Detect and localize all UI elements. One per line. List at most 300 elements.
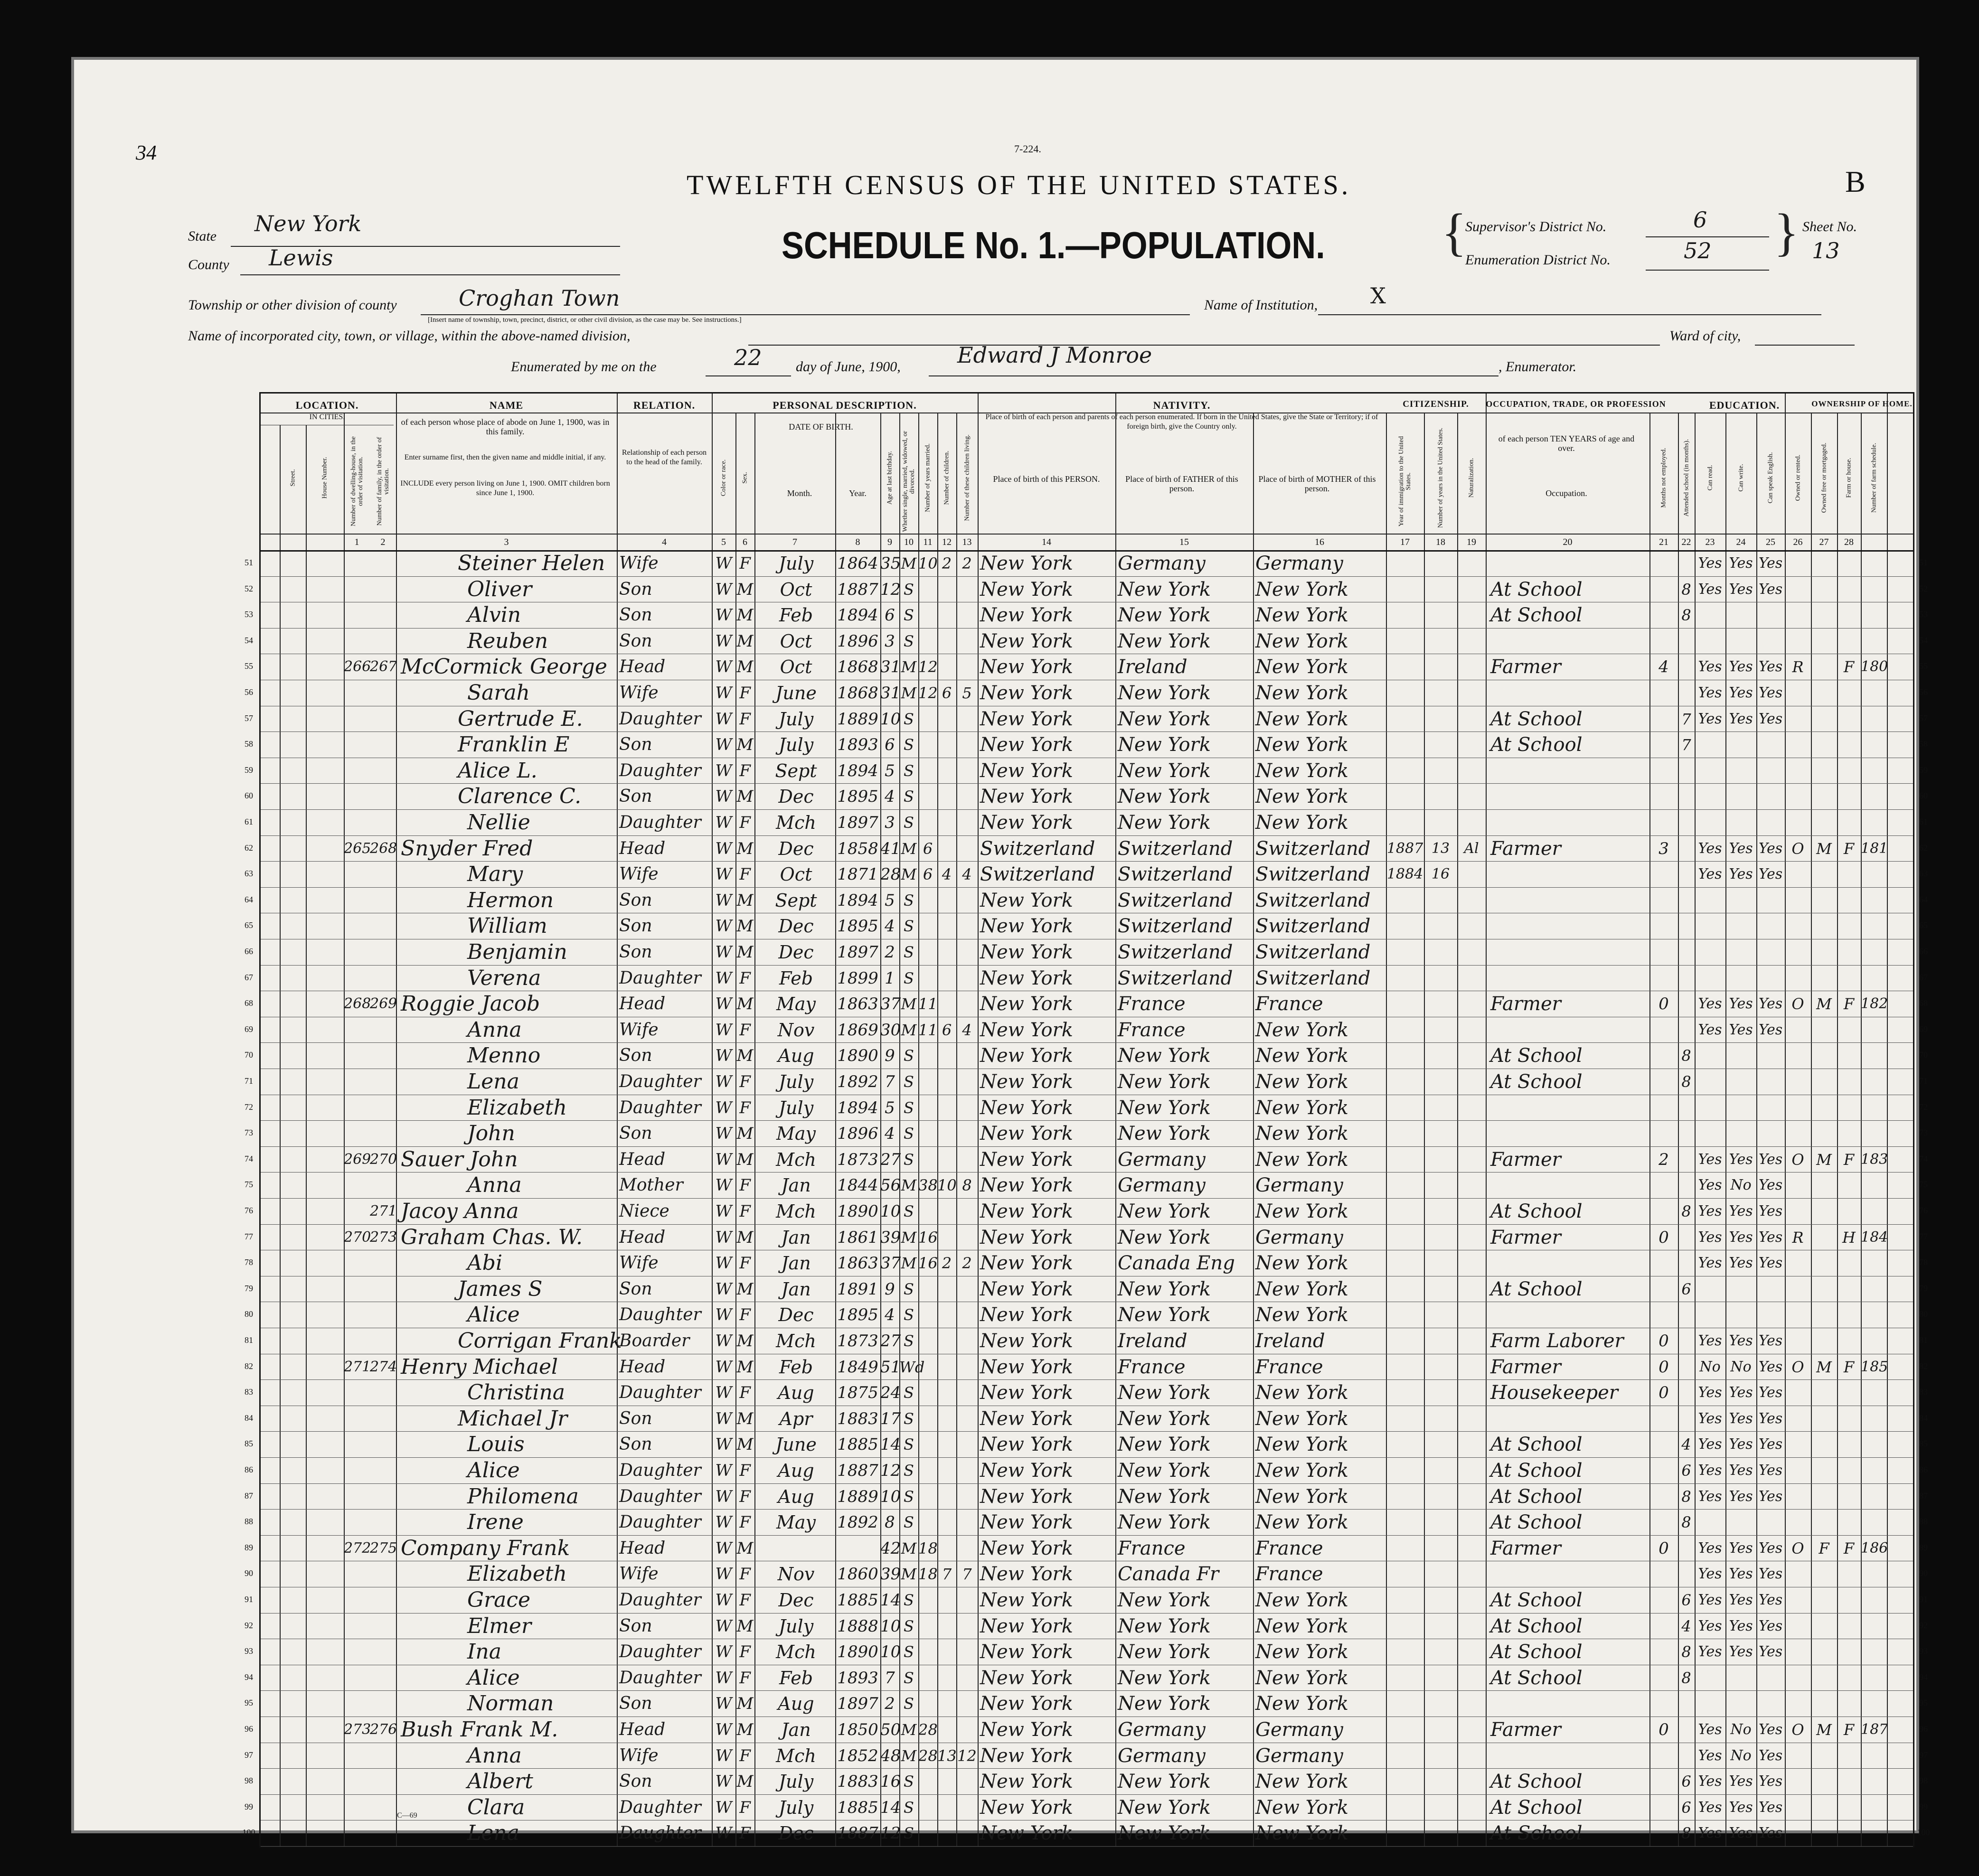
cell-name: Franklin E bbox=[458, 732, 570, 757]
cell-month: Mch bbox=[776, 1642, 816, 1663]
column-number: 23 bbox=[1705, 537, 1715, 547]
column-number: 5 bbox=[721, 537, 726, 547]
header-name-inst2: INCLUDE every person living on June 1, 1900. OMIT children born since June 1, 1900. bbox=[400, 479, 610, 497]
cell-mar: M bbox=[901, 684, 917, 702]
cell-bp: New York bbox=[980, 1330, 1073, 1352]
cell-mar: S bbox=[904, 761, 914, 780]
cell-ym: 12 bbox=[918, 658, 938, 676]
cell-bf: Ireland bbox=[1118, 1330, 1187, 1352]
table-row bbox=[245, 654, 1928, 680]
cell-year: 1868 bbox=[837, 657, 878, 677]
cell-speak: Yes bbox=[1758, 1462, 1783, 1479]
cell-write: Yes bbox=[1729, 1799, 1753, 1816]
cell-color: W bbox=[715, 1124, 732, 1144]
cell-write: Yes bbox=[1729, 555, 1753, 572]
header-months-unemployed: Months not employed. bbox=[1660, 448, 1668, 508]
cell-read: Yes bbox=[1698, 866, 1722, 883]
table-row bbox=[245, 1690, 1928, 1717]
line-number: 70 bbox=[245, 1050, 253, 1060]
cell-color: W bbox=[715, 1798, 732, 1817]
cell-speak: Yes bbox=[1758, 685, 1783, 701]
cell-year: 1844 bbox=[837, 1176, 878, 1195]
cell-month: July bbox=[778, 1771, 814, 1792]
column-number: 27 bbox=[1819, 537, 1829, 547]
census-title: TWELFTH CENSUS OF THE UNITED STATES. bbox=[687, 169, 1351, 200]
cell-name: Ina bbox=[467, 1640, 501, 1664]
line-number: 86 bbox=[1919, 1465, 1928, 1474]
enumerator-name: Edward J Monroe bbox=[957, 342, 1152, 368]
column-number: 18 bbox=[1436, 537, 1445, 547]
line-number: 78 bbox=[1919, 1257, 1928, 1267]
cell-age: 50 bbox=[880, 1720, 901, 1739]
cell-mar: S bbox=[904, 1773, 914, 1791]
cell-occ: At School bbox=[1490, 1485, 1583, 1508]
header-children-living: Number of these children living. bbox=[963, 434, 971, 521]
cell-month: May bbox=[776, 1512, 816, 1533]
cell-month: Dec bbox=[778, 1823, 814, 1844]
group-name: NAME bbox=[489, 399, 524, 411]
cell-color: W bbox=[715, 761, 732, 780]
cell-bf: France bbox=[1118, 993, 1186, 1015]
cell-bf: New York bbox=[1118, 1123, 1211, 1145]
cell-bm: New York bbox=[1255, 1045, 1348, 1067]
cell-mar: S bbox=[904, 1669, 914, 1687]
cell-fs: 183 bbox=[1861, 1151, 1888, 1168]
cell-year: 1895 bbox=[837, 917, 878, 936]
cell-speak: Yes bbox=[1758, 1229, 1783, 1246]
cell-sch: 8 bbox=[1681, 580, 1691, 599]
cell-year: 1885 bbox=[837, 1798, 878, 1817]
cell-bf: New York bbox=[1118, 1796, 1211, 1819]
cell-year: 1890 bbox=[837, 1046, 878, 1066]
cell-sch: 8 bbox=[1681, 1047, 1691, 1065]
cell-imm: 1887 bbox=[1386, 840, 1423, 857]
cell-bf: New York bbox=[1118, 1460, 1211, 1482]
cell-name: William bbox=[467, 914, 547, 938]
cell-month: Dec bbox=[778, 942, 814, 963]
cell-mar: S bbox=[904, 1617, 914, 1635]
cell-year: 1849 bbox=[837, 1357, 878, 1377]
column-number: 22 bbox=[1681, 537, 1691, 547]
cell-month: July bbox=[778, 1615, 814, 1637]
cell-bf: New York bbox=[1118, 1485, 1211, 1508]
cell-bf: Ireland bbox=[1118, 656, 1187, 678]
cell-sex: F bbox=[739, 1383, 751, 1403]
cell-bp: New York bbox=[980, 760, 1073, 782]
line-number: 77 bbox=[1919, 1231, 1928, 1241]
cell-bp: New York bbox=[980, 889, 1073, 911]
cell-bf: Germany bbox=[1118, 1719, 1206, 1741]
cell-bf: New York bbox=[1118, 630, 1211, 652]
sheet-letter: B bbox=[1845, 165, 1866, 198]
cell-age: 5 bbox=[885, 891, 895, 910]
cell-read: Yes bbox=[1698, 840, 1722, 857]
cell-sch: 6 bbox=[1681, 1591, 1691, 1609]
cell-sch: 6 bbox=[1681, 1462, 1691, 1480]
cell-mar: S bbox=[904, 632, 914, 650]
cell-month: Jan bbox=[781, 1719, 811, 1740]
cell-color: W bbox=[715, 709, 732, 729]
cell-sex: F bbox=[739, 813, 751, 832]
cell-occ: At School bbox=[1490, 708, 1583, 730]
cell-year: 1889 bbox=[837, 1487, 878, 1506]
cell-color: W bbox=[715, 1305, 732, 1325]
cell-bf: Switzerland bbox=[1118, 863, 1233, 886]
header-farm-schedule: Number of farm schedule. bbox=[1870, 443, 1877, 513]
cell-sex: M bbox=[736, 1279, 754, 1299]
cell-name: Christina bbox=[467, 1380, 565, 1405]
cell-month: Mch bbox=[776, 1331, 816, 1351]
table-row bbox=[245, 1483, 1928, 1510]
cell-ym: 38 bbox=[918, 1176, 938, 1195]
cell-mar: S bbox=[904, 1513, 914, 1532]
header-years-us: Number of years in the United States. bbox=[1437, 427, 1444, 528]
header-naturalization: Naturalization. bbox=[1468, 458, 1475, 498]
cell-bp: New York bbox=[980, 1771, 1073, 1793]
cell-color: W bbox=[715, 1772, 732, 1792]
cell-mar: S bbox=[904, 1409, 914, 1428]
line-number: 62 bbox=[1919, 843, 1928, 853]
census-table bbox=[242, 392, 1930, 1848]
cell-ym: 16 bbox=[918, 1228, 938, 1247]
supervisor-label: Supervisor's District No. bbox=[1465, 219, 1607, 234]
line-number: 66 bbox=[245, 947, 253, 956]
cell-sex: M bbox=[736, 606, 754, 625]
cell-sch: 7 bbox=[1681, 736, 1691, 754]
table-row bbox=[245, 1639, 1928, 1665]
cell-write: Yes bbox=[1729, 1773, 1753, 1790]
cell-sex: F bbox=[739, 1020, 751, 1040]
line-number: 80 bbox=[245, 1309, 253, 1319]
cell-speak: Yes bbox=[1758, 1488, 1783, 1505]
header-house: House Number. bbox=[321, 457, 329, 499]
column-number: 15 bbox=[1179, 537, 1189, 547]
cell-mar: M bbox=[901, 1228, 917, 1247]
cell-read: Yes bbox=[1698, 1773, 1722, 1790]
cell-age: 5 bbox=[885, 1098, 895, 1117]
cell-bf: New York bbox=[1118, 708, 1211, 730]
table-row bbox=[245, 1794, 1928, 1820]
cell-read: Yes bbox=[1698, 658, 1722, 675]
cell-mar: S bbox=[904, 1280, 914, 1298]
cell-bm: New York bbox=[1255, 1485, 1348, 1508]
cell-color: W bbox=[715, 917, 732, 936]
cell-bp: New York bbox=[980, 1123, 1073, 1145]
cell-farm: F bbox=[1843, 839, 1855, 858]
table-row bbox=[245, 1379, 1928, 1406]
cell-bp: New York bbox=[980, 1071, 1073, 1093]
cell-color: W bbox=[715, 1279, 732, 1299]
cell-mar: S bbox=[904, 1462, 914, 1480]
cell-name: Menno bbox=[467, 1043, 541, 1068]
table-row bbox=[245, 1509, 1928, 1535]
line-number: 89 bbox=[1919, 1542, 1928, 1552]
cell-bf: New York bbox=[1118, 1434, 1211, 1456]
line-number: 75 bbox=[1919, 1180, 1928, 1190]
cell-speak: Yes bbox=[1758, 555, 1783, 572]
cell-write: Yes bbox=[1729, 866, 1753, 883]
cell-rel: Daughter bbox=[619, 1590, 701, 1610]
cell-name: Albert bbox=[467, 1769, 533, 1794]
cell-own: R bbox=[1792, 1228, 1804, 1247]
cell-name: Alvin bbox=[467, 603, 521, 628]
cell-year: 1892 bbox=[837, 1072, 878, 1091]
line-number: 52 bbox=[1919, 583, 1928, 593]
cell-age: 8 bbox=[885, 1513, 895, 1532]
cell-speak: Yes bbox=[1758, 1643, 1783, 1660]
state-label: State bbox=[188, 228, 217, 244]
line-number: 88 bbox=[1919, 1517, 1928, 1527]
census-sheet: 34 7-224. TWELFTH CENSUS OF THE UNITED STATES. B SCHEDULE No. 1.—POPULATION. State New York County Lewis { Supervisor's District No. 6 Enumeration District No. 52 } Sheet No. 13 Township or other division of county Croghan Town [Insert name of township, town, precinct, district, or other civil division, as the case may be. See instructions.] Name of Institution, X Name of incorporated city, town, or village, within the above-named division, Ward of city, Enumerated by me on the 22 day of June, 1900, Edward J Monroe , Enumerator. LOCATION. IN CITIES. NAME of each person whose place of abode on June 1, 1900, was in this family. Enter surname first, then the given name and middle initial, if any. INCLUDE every person living on June 1, 1900. OMIT children born since June 1, 1900. RELATION. Relationship of each person to the head of the family. PERSONAL DESCRIPTION. DATE OF BIRTH. Month. Year. NATIVITY. Place of birth of each person and parents of each person enumerated. If born in the United States, give the State or Territory; if of foreign birth, give the Country only. Place of birth of this PERSON. Place of birth of FATHER of this person. Place of birth of MOTHER of this person. CITIZENSHIP. OCCUPATION, TRADE, OR PROFESSION of each person TEN YEARS of age and over. Occupation. EDUCATION. OWNERSHIP OF HOME. Street. House Number. Number of dwelling-house, in the order of visitation. Number of family, in the order of visitation. Color or race. Sex. Age at last birthday. Whether single, married, widowed, or divorced. Number of years married. Number of children. Number of these children living. Year of immigration to the United States. Number of years in the United States. Naturalization. Months not employed. Attended school (in months). Can read. Can write. Can speak English. Owned or rented. Owned free or mortgaged. Farm or house. Number of farm schedule. 1 2 3 4 5 6 7 8 9 10 11 12 13 14 15 16 17 18 19 20 21 22 23 24 25 26 27 28 51 51 Steiner Helen Wife W F July 1864 35 M 10 2 2 New York Germany Germany Yes Yes Yes 52 52 Oliver Son W M Oct 1887 12 S New York New York New York At School 8 Yes Yes Yes 53 53 Alvin Son W M Feb 1894 6 S New York New York New York At School 8 54 54 Reuben Son W M Oct 1896 3 S New York New York New York 55 55 266 267 McCormick George Head W M Oct 1868 31 M 12 New York Ireland New York Farmer 4 Yes Yes Yes R F 180 56 56 Sarah Wife W F June 1868 31 M 12 6 5 New York New York New York Yes Yes Yes 57 57 Gertrude E. Daughter W F July 1889 10 S New York New York New York At School 7 Yes Yes Yes 58 58 Franklin E Son W M July 1893 6 S New York New York New York At School 7 59 59 Alice L. Daughter W F Sept 1894 5 S New York New York New York 60 60 Clarence C. Son W M Dec 1895 4 S New York New York New York 61 61 Nellie Daughter W F Mch 1897 3 S New York New York New York 62 62 265 268 Snyder Fred Head W M Dec 1858 41 M 6 Switzerland Switzerland Switzerland 1887 13 Al Farmer 3 Yes Yes Yes O M F 181 63 63 Mary Wife W F Oct 1871 28 M 6 4 4 Switzerland Switzerland Switzerland 1884 16 Yes Yes Yes 64 64 Hermon Son W M Sept 1894 5 S New York Switzerland Switzerland 65 65 William Son W M Dec 1895 4 S New York Switzerland Switzerland 66 66 Benjamin Son W M Dec 1897 2 S New York Switzerland Switzerland 67 67 Verena Daughter W F Feb 1899 1 S New York Switzerland Switzerland 68 68 268 269 Roggie Jacob Head W M May 1863 37 M 11 New York France France Farmer 0 Yes Yes Yes O M F 182 69 69 Anna Wife W F Nov 1869 30 M 11 6 4 New York France New York Yes Yes Yes 70 70 Menno Son W M Aug 1890 9 S New York New York New York At School 8 71 71 Lena Daughter W F July 1892 7 S New York New York New York At School 8 72 72 Elizabeth Daughter W F July 1894 5 S New York New York New York 73 73 John Son W M May 1896 4 S New York New York New York 74 74 269 270 Sauer John Head W M Mch 1873 27 S New York Germany New York Farmer 2 Yes Yes Yes O M F 183 75 75 Anna Mother W F Jan 1844 56 M 38 10 8 New York Germany Germany Yes No Yes 76 76 271 Jacoy Anna Niece W F Mch 1890 10 S New York New York New York At School 8 Yes Yes Yes 77 77 270 273 Graham Chas. W. Head W M Jan 1861 39 M 16 New York New York Germany Farmer 0 Yes Yes Yes R H 184 78 78 Abi Wife W F Jan 1863 37 M 16 2 2 New York Canada Eng New York Yes Yes Yes 79 79 James S Son W M Jan 1891 9 S New York New York New York At School 6 80 80 Alice Daughter W F Dec 1895 4 S New York New York New York 81 81 Corrigan Frank Boarder W M Mch 1873 27 S New York Ireland Ireland Farm Laborer 0 Yes Yes Yes 82 82 271 274 Henry Michael Head W M Feb 1849 51 Wd New York France France Farmer 0 No No Yes O M F 185 83 83 Christina Daughter W F Aug 1875 24 S New York New York New York Housekeeper 0 Yes Yes Yes 84 84 Michael Jr Son W M Apr 1883 17 S New York New York New York Yes Yes Yes 85 85 Louis Son W M June 1885 14 S New York New York New York At School 4 Yes Yes Yes 86 86 Alice Daughter W F Aug 1887 12 S New York New York New York At School 6 Yes Yes Yes 87 87 Philomena Daughter W F Aug 1889 10 S New York New York New York At School 8 Yes Yes Yes 88 88 Irene Daughter W F May 1892 8 S New York New York New York At School 8 89 89 272 275 Company Frank Head W M 42 M 18 New York France France Farmer 0 Yes Yes Yes O F F 186 90 90 Elizabeth Wife W F Nov 1860 39 M 18 7 7 New York Canada Fr France Yes Yes Yes 91 91 Grace Daughter W F Dec 1885 14 S New York New York New York At School 6 Yes Yes Yes 92 92 Elmer Son W M July 1888 10 S New York New York New York At School 4 Yes Yes Yes 93 93 Ina Daughter W F Mch 1890 10 S New York New York New York At School 8 Yes Yes Yes 94 94 Alice Daughter W F Feb 1893 7 S New York New York New York At School 8 95 95 Norman Son W M Aug 1897 2 S New York New York New York 96 96 273 276 Bush Frank M. Head W M Jan 1850 50 M 28 New York Germany Germany Farmer 0 Yes No Yes O M F 187 97 97 Anna Wife W F Mch 1852 48 M 28 13 12 New York Germany Germany Yes No Yes 98 98 Albert Son W M July 1883 16 S New York New York New York At School 6 Yes Yes Yes 99 99 Clara Daughter W F July 1885 14 S New York New York New York At School 6 Yes Yes Yes 100 100 Lena Daughter W F Dec 1887 12 S New York New York New York At School 8 Yes Yes Yes C—69 bbox=[71, 57, 1919, 1833]
cell-bm: New York bbox=[1255, 1589, 1348, 1611]
cell-age: 4 bbox=[885, 1305, 895, 1325]
cell-occ: Farmer bbox=[1490, 837, 1561, 860]
cell-mar: S bbox=[904, 1098, 914, 1117]
cell-bp: New York bbox=[980, 1511, 1073, 1534]
cell-speak: Yes bbox=[1758, 1799, 1783, 1816]
cell-color: W bbox=[715, 1020, 732, 1040]
cell-age: 2 bbox=[885, 943, 895, 962]
cell-month: Jan bbox=[781, 1175, 811, 1196]
column-number: 10 bbox=[904, 537, 914, 547]
line-number: 96 bbox=[1919, 1724, 1928, 1734]
cell-age: 10 bbox=[880, 1642, 901, 1662]
institution-label: Name of Institution, bbox=[1204, 297, 1318, 313]
cell-age: 3 bbox=[885, 813, 895, 832]
cell-mar: S bbox=[904, 736, 914, 754]
cell-bf: New York bbox=[1118, 1822, 1211, 1845]
cell-age: 10 bbox=[880, 1616, 901, 1636]
cell-bm: New York bbox=[1255, 708, 1348, 730]
column-number: 2 bbox=[380, 537, 386, 547]
cell-rel: Son bbox=[619, 631, 652, 651]
cell-write: Yes bbox=[1729, 1539, 1753, 1557]
cell-bf: New York bbox=[1118, 1615, 1211, 1637]
cell-dw: 269 bbox=[344, 1151, 371, 1168]
cell-own: O bbox=[1791, 995, 1804, 1013]
cell-sex: M bbox=[736, 1124, 754, 1144]
line-number: 70 bbox=[1919, 1050, 1928, 1060]
cell-color: W bbox=[715, 839, 732, 858]
cell-speak: Yes bbox=[1758, 710, 1783, 727]
cell-ym: 12 bbox=[918, 684, 938, 702]
cell-cb: 13 bbox=[937, 1746, 957, 1765]
cell-sex: F bbox=[739, 968, 751, 988]
cell-read: Yes bbox=[1698, 685, 1722, 701]
cell-age: 31 bbox=[880, 684, 901, 703]
cell-bf: New York bbox=[1118, 1226, 1211, 1248]
cell-bf: New York bbox=[1118, 604, 1211, 627]
cell-color: W bbox=[715, 994, 732, 1014]
cell-occ: Farmer bbox=[1490, 1226, 1561, 1248]
cell-year: 1885 bbox=[837, 1591, 878, 1610]
cell-bm: New York bbox=[1255, 1304, 1348, 1326]
cell-age: 27 bbox=[880, 1150, 901, 1169]
cell-month: Jan bbox=[781, 1227, 811, 1248]
header-name-desc: of each person whose place of abode on June 1, 1900, was in this family. bbox=[401, 417, 610, 436]
line-number: 85 bbox=[245, 1439, 253, 1449]
cell-sex: M bbox=[736, 943, 754, 962]
cell-mar: S bbox=[904, 1695, 914, 1713]
cell-age: 37 bbox=[880, 1254, 901, 1273]
header-year: Year. bbox=[849, 488, 867, 498]
cell-bf: New York bbox=[1118, 1097, 1211, 1119]
cell-age: 30 bbox=[880, 1020, 901, 1040]
cell-bm: France bbox=[1255, 993, 1323, 1015]
cell-sch: 8 bbox=[1681, 1073, 1691, 1091]
cell-read: Yes bbox=[1698, 1721, 1722, 1738]
cell-sex: M bbox=[736, 580, 754, 599]
cell-age: 1 bbox=[885, 968, 895, 988]
cell-dw: 272 bbox=[344, 1539, 371, 1557]
cell-read: Yes bbox=[1698, 1643, 1722, 1660]
row-rule bbox=[261, 1846, 1913, 1847]
cell-name: Irene bbox=[467, 1510, 524, 1535]
cell-speak: Yes bbox=[1758, 1592, 1783, 1608]
table-row bbox=[242, 1820, 1930, 1846]
cell-rel: Son bbox=[619, 1124, 652, 1144]
cell-own: O bbox=[1791, 839, 1804, 858]
cell-bf: New York bbox=[1118, 760, 1211, 782]
cell-sch: 8 bbox=[1681, 606, 1691, 625]
cell-fs: 187 bbox=[1861, 1721, 1888, 1738]
cell-fs: 181 bbox=[1861, 840, 1888, 857]
cell-mar: S bbox=[904, 580, 914, 599]
cell-year: 1861 bbox=[837, 1228, 878, 1247]
line-number: 65 bbox=[1919, 920, 1928, 930]
cell-bf: New York bbox=[1118, 1407, 1211, 1430]
column-number: 14 bbox=[1042, 537, 1051, 547]
cell-month: Jan bbox=[781, 1253, 811, 1274]
cell-bf: New York bbox=[1118, 578, 1211, 600]
cell-occ: At School bbox=[1490, 734, 1583, 756]
table-row bbox=[245, 1743, 1928, 1769]
cell-mar: S bbox=[904, 606, 914, 625]
cell-write: Yes bbox=[1729, 840, 1753, 857]
cell-bm: Switzerland bbox=[1255, 889, 1371, 911]
line-number: 84 bbox=[1919, 1413, 1928, 1423]
cell-rel: Wife bbox=[619, 1253, 659, 1273]
cell-name: Roggie Jacob bbox=[401, 992, 540, 1016]
cell-occ: At School bbox=[1490, 1771, 1583, 1793]
cell-color: W bbox=[715, 1409, 732, 1428]
cell-bf: New York bbox=[1118, 1589, 1211, 1611]
table-row bbox=[245, 1328, 1928, 1354]
cell-mar: M bbox=[901, 554, 917, 572]
cell-rel: Son bbox=[619, 1772, 652, 1792]
cell-bp: New York bbox=[980, 1407, 1073, 1430]
cell-bm: New York bbox=[1255, 734, 1348, 756]
cell-write: Yes bbox=[1729, 1462, 1753, 1479]
cell-ym: 11 bbox=[918, 995, 938, 1013]
cell-color: W bbox=[715, 735, 732, 755]
column-number: 28 bbox=[1844, 537, 1854, 547]
cell-read: Yes bbox=[1698, 1255, 1722, 1272]
cell-color: W bbox=[715, 1746, 732, 1765]
cell-sex: M bbox=[736, 917, 754, 936]
cell-sex: F bbox=[739, 1824, 751, 1843]
cell-month: July bbox=[778, 553, 814, 574]
cell-year: 1897 bbox=[837, 943, 878, 962]
header-family: Number of family, in the order of visitation. bbox=[376, 437, 390, 526]
cell-own: O bbox=[1791, 1539, 1804, 1557]
cell-dw: 270 bbox=[344, 1229, 371, 1246]
column-number: 21 bbox=[1659, 537, 1668, 547]
line-number: 93 bbox=[245, 1646, 253, 1656]
cell-color: W bbox=[715, 1383, 732, 1403]
cell-name: Snyder Fred bbox=[401, 836, 533, 861]
cell-sch: 8 bbox=[1681, 1824, 1691, 1843]
cell-occ: At School bbox=[1490, 1615, 1583, 1637]
cell-sex: F bbox=[739, 1513, 751, 1532]
table-row bbox=[245, 809, 1928, 835]
group-personal: PERSONAL DESCRIPTION. bbox=[773, 399, 917, 411]
cell-year: 1890 bbox=[837, 1642, 878, 1662]
line-number: 93 bbox=[1919, 1646, 1928, 1656]
line-number: 66 bbox=[1919, 947, 1928, 956]
cell-year: 1860 bbox=[837, 1565, 878, 1584]
cell-farm: F bbox=[1843, 1539, 1855, 1557]
cell-bf: New York bbox=[1118, 1693, 1211, 1715]
cell-bp: New York bbox=[980, 1485, 1073, 1508]
line-number: 83 bbox=[245, 1387, 253, 1397]
table-row bbox=[245, 1095, 1928, 1121]
cell-write: Yes bbox=[1729, 685, 1753, 701]
cell-color: W bbox=[715, 891, 732, 910]
cell-color: W bbox=[715, 1046, 732, 1066]
cell-year: 1873 bbox=[837, 1150, 878, 1169]
cell-bf: Canada Eng bbox=[1118, 1252, 1235, 1275]
column-number: 16 bbox=[1315, 537, 1324, 547]
cell-age: 5 bbox=[885, 761, 895, 780]
cell-age: 41 bbox=[880, 839, 901, 858]
line-number: 74 bbox=[1919, 1154, 1928, 1163]
line-number: 91 bbox=[1919, 1595, 1928, 1604]
cell-name: Clarence C. bbox=[458, 784, 582, 809]
cell-color: W bbox=[715, 1150, 732, 1169]
line-number: 100 bbox=[242, 1828, 255, 1838]
cell-bp: New York bbox=[980, 1434, 1073, 1456]
cell-year: 1894 bbox=[837, 761, 878, 780]
cell-occ: At School bbox=[1490, 1460, 1583, 1482]
cell-age: 3 bbox=[885, 631, 895, 651]
cell-bm: New York bbox=[1255, 1796, 1348, 1819]
line-number: 97 bbox=[245, 1750, 253, 1760]
cell-name: John bbox=[467, 1121, 515, 1146]
line-number: 99 bbox=[1919, 1801, 1928, 1811]
cell-mar: M bbox=[901, 865, 917, 884]
cell-rel: Head bbox=[619, 1357, 666, 1377]
line-number: 71 bbox=[245, 1076, 253, 1086]
cell-mar: M bbox=[901, 1176, 917, 1195]
cell-mort: M bbox=[1816, 1721, 1832, 1739]
cell-bf: New York bbox=[1118, 1071, 1211, 1093]
cell-bp: New York bbox=[980, 915, 1073, 938]
cell-bf: Germany bbox=[1118, 1745, 1206, 1767]
line-number: 75 bbox=[245, 1180, 253, 1190]
cell-month: Apr bbox=[779, 1408, 813, 1429]
cell-year: 1875 bbox=[837, 1383, 878, 1403]
line-number: 68 bbox=[1919, 998, 1928, 1008]
cell-sex: M bbox=[736, 1720, 754, 1739]
cell-cl: 5 bbox=[962, 684, 972, 702]
cell-name: Lena bbox=[467, 1069, 519, 1094]
cell-read: Yes bbox=[1698, 1229, 1722, 1246]
cell-bp: New York bbox=[980, 1019, 1073, 1041]
cell-rel: Daughter bbox=[619, 1097, 701, 1117]
ed-label: Enumeration District No. bbox=[1465, 252, 1611, 268]
line-number: 72 bbox=[1919, 1102, 1928, 1112]
